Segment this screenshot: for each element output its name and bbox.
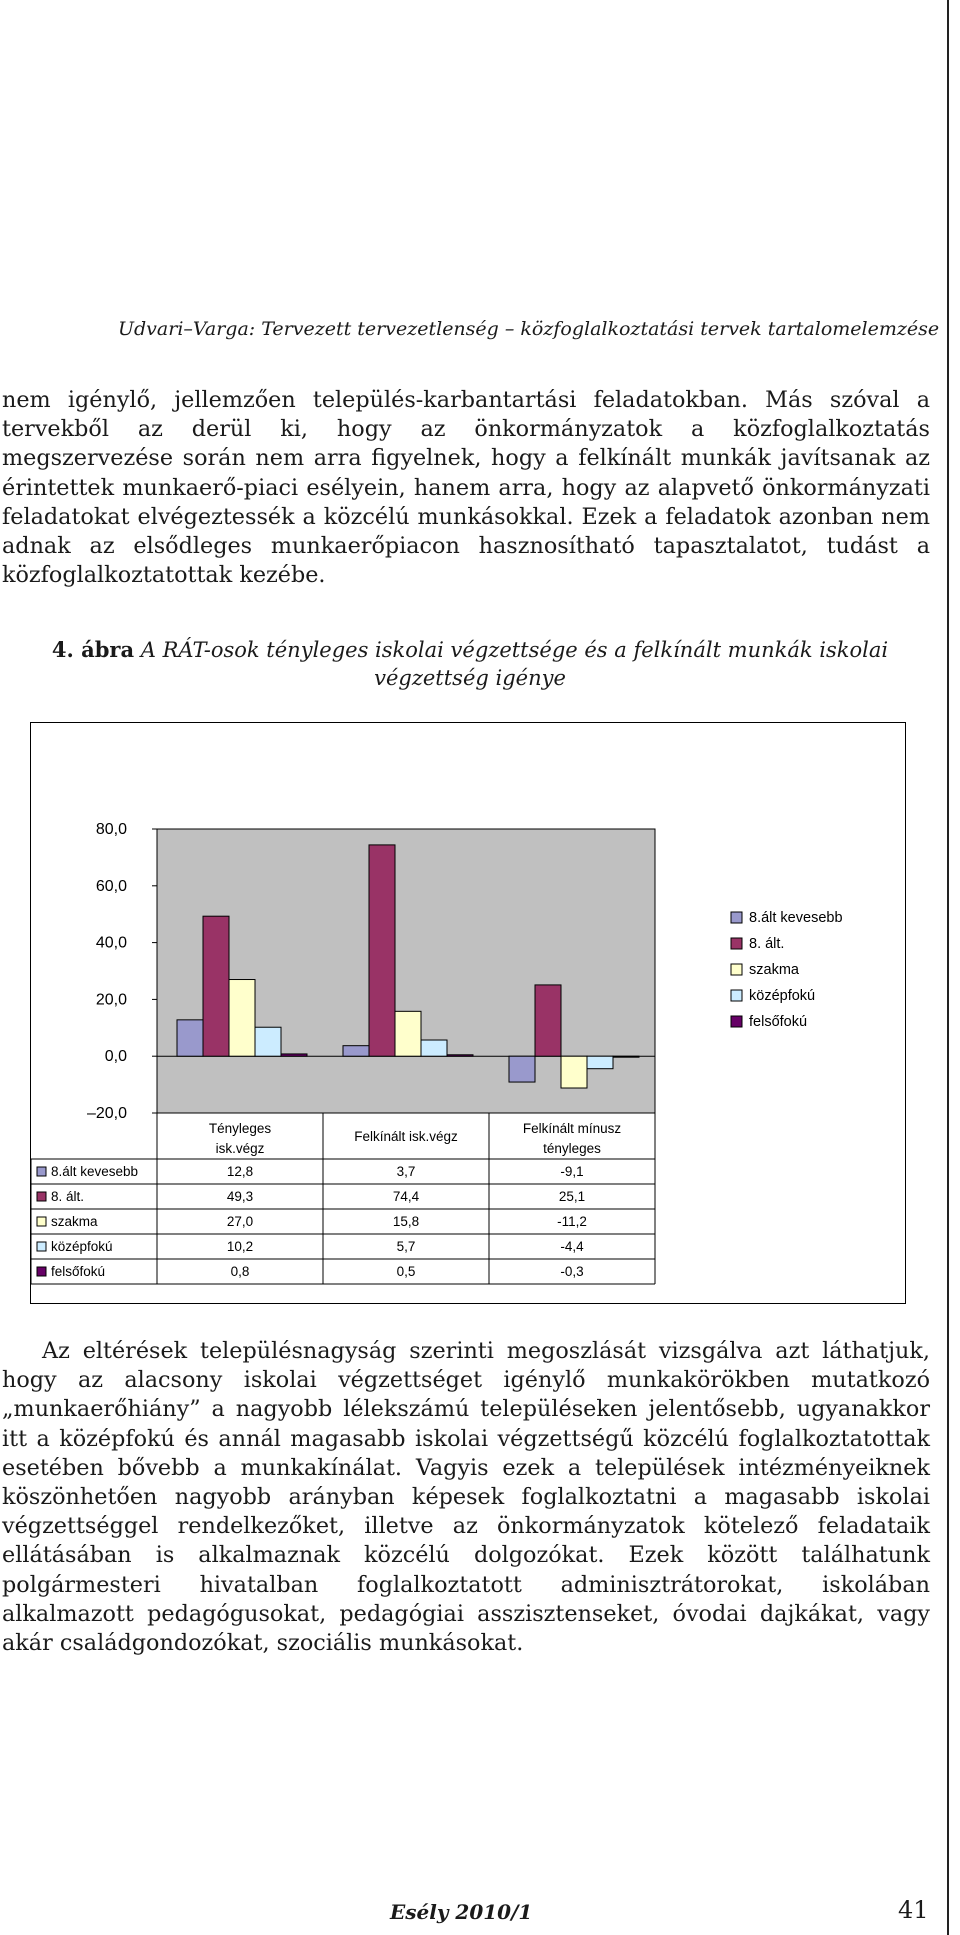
legend-label: középfokú <box>749 988 816 1004</box>
table-row-swatch <box>37 1242 46 1251</box>
table-row-label: 8. ált. <box>51 1189 85 1204</box>
table-value: 15,8 <box>392 1214 420 1229</box>
bar-chart <box>31 723 907 1305</box>
bar <box>613 1056 639 1057</box>
table-value: -0,3 <box>560 1264 584 1279</box>
legend-swatch <box>731 938 742 949</box>
legend-label: 8.ált kevesebb <box>749 910 843 926</box>
legend-swatch <box>731 964 742 975</box>
table-value: 27,0 <box>226 1214 254 1229</box>
table-row-label: szakma <box>51 1214 98 1229</box>
legend-label: 8. ált. <box>749 936 785 952</box>
table-row-label: 8.ált kevesebb <box>51 1164 139 1179</box>
paragraph-1: nem igénylő, jellemzően település-karbantartási feladatokban. Más szóval a tervekből az derül ki, hogy az önkormányzatok a közfoglalkoztatás megszervezése során nem arra figyelnek, hogy a felkínált munkák javítsanak az érintettek munkaerő-piaci esélyein, hanem arra, hogy az alapvető önkormányzati feladatokat elvégeztessék a közcélú munkásokkal. Ezek a feladatok azonban nem adnak az elsődleges munkaerőpiacon hasznosítható tapasztalatot, tudást a közfoglalkoztatottak kezébe. <box>2 387 930 589</box>
bar <box>281 1054 307 1056</box>
figure-caption <box>40 636 900 692</box>
category-label: Tényleges <box>208 1121 272 1136</box>
y-tick-label: 40,0 <box>95 934 127 952</box>
table-value: 25,1 <box>558 1189 586 1204</box>
legend-swatch <box>731 990 742 1001</box>
table-value: 49,3 <box>226 1189 254 1204</box>
legend-swatch <box>731 1016 742 1027</box>
bar <box>421 1040 447 1056</box>
y-tick-label: –20,0 <box>86 1105 127 1122</box>
table-value: -9,1 <box>560 1164 584 1179</box>
y-tick-label: 60,0 <box>95 877 127 895</box>
bar <box>369 845 395 1056</box>
figure-title: A RÁT-osok tényleges iskolai végzettsége és a felkínált munkák iskolai végzettség igénye <box>140 638 889 690</box>
margin-rule <box>947 0 949 1935</box>
bar <box>229 980 255 1057</box>
table-row-swatch <box>37 1167 46 1176</box>
table-value: 3,7 <box>396 1164 416 1179</box>
bar <box>509 1056 535 1082</box>
bar <box>535 985 561 1056</box>
figure-frame <box>30 722 906 1304</box>
table-row-label: középfokú <box>51 1239 113 1254</box>
table-value: -4,4 <box>560 1239 584 1254</box>
y-tick-label: 20,0 <box>95 991 127 1009</box>
table-row-swatch <box>37 1192 46 1201</box>
legend-label: felsőfokú <box>749 1014 808 1030</box>
table-value: 0,8 <box>230 1264 250 1279</box>
paragraph-2: Az eltérések településnagyság szerinti megoszlását vizsgálva azt láthatjuk, hogy az alacsony iskolai végzettséget igénylő munkakörökben mutatkozó „munkaerőhiány” a nagyobb lélekszámú településeken jelentősebb, ugyanakkor itt a középfokú és annál magasabb iskolai végzettségű közcélú foglalkoztatottak esetében bővebb a munkakínálat. Vagyis ezek a települések intézményeiknek köszönhetően nagyobb arányban képesek foglalkoztatni a magasabb iskolai végzettséggel rendelkezőket, illetve az önkormányzatok kötelező feladataik ellátásában is alkalmaznak közcélú dolgozókat. Ezek között találhatunk polgármesteri hivatalban foglalkoztatott adminisztrátorokat, iskolában alkalmazott pedagógusokat, pedagógiai asszisztenseket, óvodai dajkákat, vagy akár családgondozókat, szociális munkásokat. <box>2 1338 930 1657</box>
bar <box>561 1056 587 1088</box>
category-label: Felkínált mínusz <box>522 1121 622 1136</box>
table-value: 10,2 <box>226 1239 254 1254</box>
bar <box>343 1046 369 1057</box>
table-value: 12,8 <box>226 1164 254 1179</box>
table-value: -11,2 <box>557 1214 587 1229</box>
figure-number: 4. ábra <box>51 637 135 662</box>
bar <box>203 916 229 1056</box>
table-row-label: felsőfokú <box>51 1264 106 1279</box>
category-label: Felkínált isk.végz <box>354 1129 458 1144</box>
bar <box>395 1011 421 1056</box>
table-row-swatch <box>37 1267 46 1276</box>
table-value: 0,5 <box>396 1264 416 1279</box>
category-label: tényleges <box>543 1141 601 1156</box>
bar <box>255 1027 281 1056</box>
bar <box>587 1056 613 1068</box>
bar <box>177 1020 203 1056</box>
journal-footer: Esély 2010/1 <box>390 1900 533 1924</box>
table-value: 74,4 <box>392 1189 420 1204</box>
legend-swatch <box>731 912 742 923</box>
category-label: isk.végz <box>215 1141 265 1156</box>
legend-label: szakma <box>749 962 799 978</box>
table-row-swatch <box>37 1217 46 1226</box>
table-value: 5,7 <box>396 1239 416 1254</box>
page-number: 41 <box>898 1896 929 1924</box>
running-head: Udvari–Varga: Tervezett tervezetlenség – közfoglalkoztatási tervek tartalomelemzése <box>118 318 940 340</box>
y-tick-label: 80,0 <box>95 821 127 838</box>
bar <box>447 1055 473 1056</box>
y-tick-label: 0,0 <box>104 1048 127 1066</box>
